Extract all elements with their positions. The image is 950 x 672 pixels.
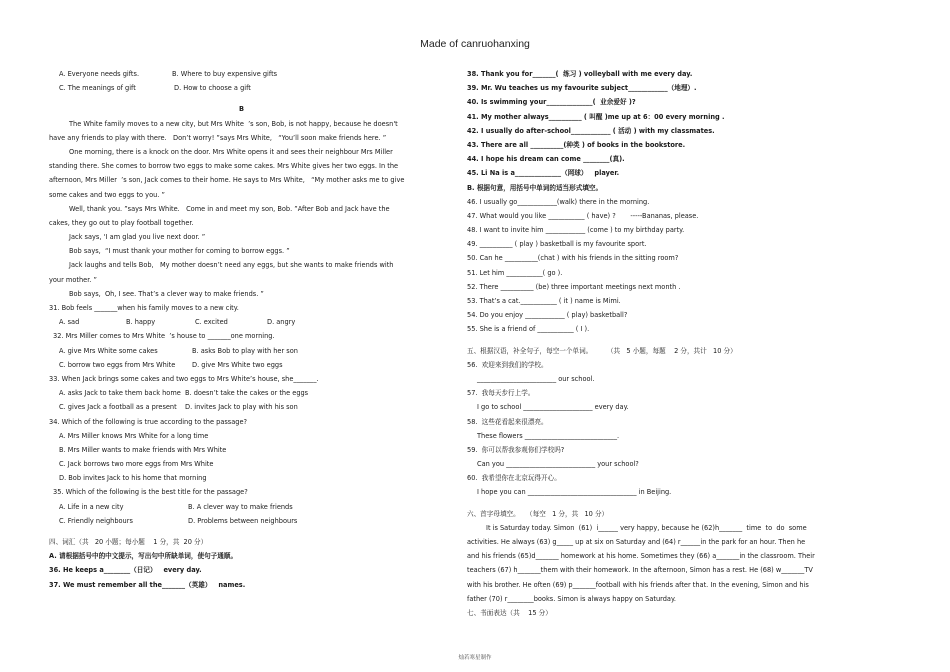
q35-option-d: D. Problems between neighbours [188,516,298,525]
passage-line: Jack says, ‘I am glad you live next door. ” [69,233,206,242]
q32-options-row-2 [49,358,434,372]
question-36: 36. He keeps a________（日记） every day. [49,566,202,575]
q32-option-b: B. asks Bob to play with her son [192,346,298,355]
question-43: 43. There are all __________(种类 ) of books in the bookstore. [467,140,686,149]
section-6-passage-line: father (70) r________books. Simon is always happy on Saturday. [467,594,677,603]
right-column [467,67,907,620]
section-4-a-instruction: A. 请根据括号中的中文提示，写出句中所缺单词，使句子通顺。 [49,552,238,561]
section-7-title: 七、书面表达（共 15 分） [467,608,552,617]
q30-options-row-1 [49,67,434,81]
passage-line: Bob says, Oh, I see. That’s a clever way to make friends. ” [69,289,264,298]
q34-option-b: B. Mrs Miller wants to make friends with Mrs White [59,445,227,454]
section-6-passage-line: and his friends (65)d_______ homework at his home. Sometimes they (66) a_______in the classroom. Their [467,552,815,561]
passage-line: afternoon, Mrs Miller ’s son, Jack comes to their home. He says to Mrs White, “My mother asks me to give [49,176,405,185]
question-59-answer: Can you ___________________________ your school? [477,460,639,469]
q32-options-row-1 [49,344,434,358]
question-46: 46. I usually go____________(walk) there in the morning. [467,197,650,206]
section-b-instruction: B. 根据句意，用括号中单词的适当形式填空。 [467,183,603,192]
q32-option-a: A. give Mrs White some cakes [59,346,158,355]
section-6-passage-line: with his brother. He often (69) p_______football with his friends after that. In the evening, Simon and his [467,580,809,589]
question-32: 32. Mrs Miller comes to Mrs White ’s house to _______one morning. [53,332,275,341]
passage-line: Bob says, “I must thank your mother for coming to borrow eggs. ” [69,247,290,256]
question-39: 39. Mr. Wu teaches us my favourite subject____________（地理）. [467,84,697,93]
question-41: 41. My mother always__________ ( 叫醒 )me up at 6：00 every morning . [467,112,725,121]
question-48: 48. I want to invite him ____________ (come ) to my birthday party. [467,226,685,235]
section-6-passage-line: It is Saturday today. Simon (61) i______ very happy, because he (62)h_______ time to do some [486,523,807,532]
question-34: 34. Which of the following is true according to the passage? [49,417,248,426]
q33-options-row-1 [49,386,434,400]
q33-option-b: B. doesn’t take the cakes or the eggs [185,389,309,398]
question-40: 40. Is swimming your______________( 业余爱好 )? [467,98,636,107]
q32-option-c: C. borrow two eggs from Mrs White [59,360,176,369]
q35-option-b: B. A clever way to make friends [188,502,293,511]
passage-line: One morning, there is a knock on the door. Mrs White opens it and sees their neighbour Mrs Miller [69,147,393,156]
question-50: 50. Can he __________(chat ) with his friends in the sitting room? [467,254,679,263]
q35-option-a: A. Life in a new city [59,502,124,511]
question-59-prompt: 59. 你可以帮我参观你们学校吗? [467,445,565,454]
question-45: 45. Li Na is a______________（网球） player. [467,169,620,178]
question-60-prompt: 60. 我希望你在北京玩得开心。 [467,474,561,483]
q33-options-row-2 [49,400,434,414]
question-38: 38. Thank you for_______( 练习 ) volleyball with me every day. [467,70,693,78]
section-6-title: 六、首字母填空。 （每空 1 分，共 10 分） [467,509,609,518]
q35-option-c: C. Friendly neighbours [59,516,133,525]
question-37: 37. We must remember all the_______（英雄） names. [49,580,246,589]
q31-option-b: B. happy [126,318,156,327]
q30-option-b: B. Where to buy expensive gifts [172,70,278,78]
passage-line: standing there. She comes to borrow two eggs to make some cakes. Mrs White gives her two eggs. In the [49,162,399,171]
q32-option-d: D. give Mrs White two eggs [192,360,283,369]
question-54: 54. Do you enjoy ____________ ( play) basketball? [467,311,628,320]
question-60-answer: I hope you can _________________________________ in Beijing. [477,488,672,497]
question-58-prompt: 58. 这些花看起来很漂亮。 [467,417,548,426]
question-57-prompt: 57. 我每天步行上学。 [467,389,535,398]
question-42: 42. I usually do after-school____________ ( 活动 ) with my classmates. [467,126,715,135]
section-b-heading: B [238,105,245,114]
page-header: Made of canruohanxing [420,38,530,50]
q33-option-d: D. invites Jack to play with his son [185,403,298,412]
passage-line: cakes, they go out to play football together. [49,218,194,227]
q34-option-d: D. Bob invites Jack to his home that morning [59,474,207,483]
q33-option-a: A. asks Jack to take them back home [59,389,181,398]
passage-line: have any friends to play with there. Don’t worry! ”says Mrs White, “You’ll soon make friends here. ” [49,133,387,142]
passage-line: your mother. ” [49,275,97,284]
q35-options-row-2 [49,514,434,528]
question-58-answer: These flowers ____________________________. [477,431,620,440]
question-56-prompt: 56. 欢迎来到我们的学校。 [467,360,548,369]
q31-options [49,315,434,329]
passage-line: The White family moves to a new city, but Mrs White ’s son, Bob, is not happy, because he doesn't [69,119,398,128]
question-52: 52. There __________ (be) three important meetings next month . [467,282,681,291]
q30-options-row-2 [49,81,434,95]
passage-line: Well, thank you. ”says Mrs White. Come in and meet my son, Bob. ”After Bob and Jack have the [69,204,390,213]
question-35: 35. Which of the following is the best title for the passage? [53,488,248,497]
question-55: 55. She is a friend of ___________ ( I ). [467,325,590,334]
q30-option-c: C. The meanings of gift [59,84,136,93]
q34-option-a: A. Mrs Miller knows Mrs White for a long time [59,431,209,440]
q35-options-row-1 [49,500,434,514]
section-5-title: 五、根据汉语，补全句子，每空一个单词。 （共 5 小题，每题 2 分，共计 10 分） [467,346,737,355]
passage-line: some cakes and two eggs to you. ” [49,190,165,199]
question-31: 31. Bob feels _______when his family moves to a new city. [49,304,239,312]
question-51: 51. Let him ___________( go ). [467,268,563,277]
page-footer: 灿若寒星制作 [458,655,492,661]
question-47: 47. What would you like ___________ ( have) ? -----Bananas, please. [467,211,699,220]
passage-line: Jack laughs and tells Bob, My mother doesn’t need any eggs, but she wants to make friends with [69,261,394,270]
q31-option-a: A. sad [59,318,80,327]
left-column [49,67,434,592]
question-33: 33. When Jack brings some cakes and two eggs to Mrs White’s house, she_______. [49,374,319,383]
q31-option-d: D. angry [267,318,296,327]
section-4-title: 四、词汇（共 20 小题；每小题 1 分，共 20 分） [49,538,208,546]
q34-option-c: C. Jack borrows two more eggs from Mrs White [59,460,214,469]
q30-option-d: D. How to choose a gift [174,84,251,93]
question-53: 53. That’s a cat.___________ ( it ) name is Mimi. [467,297,621,305]
question-56-answer: ________________________ our school. [477,374,595,383]
question-44: 44. I hope his dream can come ________(真). [467,155,625,164]
question-57-answer: I go to school _____________________ every day. [477,403,629,412]
section-6-passage-line: teachers (67) h_______them with their homework. In the afternoon, Simon has a rest. He (68) w_______TV [467,566,813,575]
q30-option-a: A. Everyone needs gifts. [59,70,140,78]
q33-option-c: C. gives Jack a football as a present [59,403,177,412]
q31-option-c: C. excited [195,318,228,327]
question-49: 49. __________ ( play ) basketball is my favourite sport. [467,240,647,249]
section-6-passage-line: activities. He always (63) g_____ up at six on Saturday and (64) r______in the park for an hour. Then he [467,538,806,546]
